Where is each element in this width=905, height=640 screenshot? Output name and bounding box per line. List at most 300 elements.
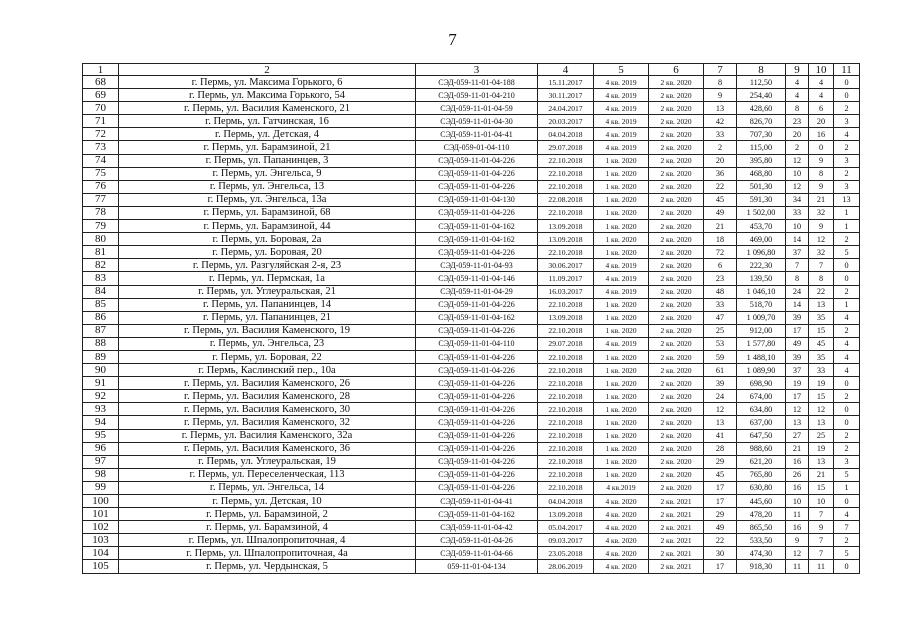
count-cell: 2 bbox=[786, 141, 809, 154]
table-row bbox=[83, 364, 860, 377]
table-row bbox=[83, 102, 860, 115]
count-cell: 9 bbox=[809, 154, 834, 167]
residents-cell: 25 bbox=[704, 324, 737, 337]
count-cell: 1 bbox=[834, 220, 860, 233]
table-row bbox=[83, 390, 860, 403]
count-cell: 34 bbox=[786, 193, 809, 206]
count-cell: 4 bbox=[809, 76, 834, 89]
count-cell: 19 bbox=[809, 377, 834, 390]
end-quarter-cell: 2 кв. 2020 bbox=[649, 468, 704, 481]
table-row bbox=[83, 193, 860, 206]
area-cell: 621,20 bbox=[737, 455, 786, 468]
start-quarter-cell: 4 кв. 2019 bbox=[594, 115, 649, 128]
document-number-cell: СЭД-059-11-01-04-93 bbox=[416, 259, 538, 272]
count-cell: 0 bbox=[834, 259, 860, 272]
residents-cell: 59 bbox=[704, 350, 737, 363]
table-row bbox=[83, 128, 860, 141]
document-date-cell: 13.09.2018 bbox=[538, 311, 594, 324]
start-quarter-cell: 1 кв. 2020 bbox=[594, 298, 649, 311]
area-cell: 1 046,10 bbox=[737, 285, 786, 298]
count-cell: 23 bbox=[786, 115, 809, 128]
column-header: 9 bbox=[786, 64, 809, 76]
residents-cell: 61 bbox=[704, 364, 737, 377]
end-quarter-cell: 2 кв. 2020 bbox=[649, 481, 704, 494]
area-cell: 865,50 bbox=[737, 521, 786, 534]
table-row bbox=[83, 521, 860, 534]
address-cell: г. Пермь, ул. Углеуральская, 19 bbox=[119, 455, 416, 468]
table-row bbox=[83, 442, 860, 455]
count-cell: 19 bbox=[786, 377, 809, 390]
row-number-cell: 77 bbox=[83, 193, 119, 206]
count-cell: 0 bbox=[834, 495, 860, 508]
row-number-cell: 97 bbox=[83, 455, 119, 468]
start-quarter-cell: 1 кв. 2020 bbox=[594, 442, 649, 455]
row-number-cell: 96 bbox=[83, 442, 119, 455]
address-cell: г. Пермь, ул. Боровая, 2а bbox=[119, 233, 416, 246]
address-cell: г. Пермь, ул. Василия Каменского, 26 bbox=[119, 377, 416, 390]
document-date-cell: 22.10.2018 bbox=[538, 167, 594, 180]
area-cell: 428,60 bbox=[737, 102, 786, 115]
row-number-cell: 70 bbox=[83, 102, 119, 115]
start-quarter-cell: 4 кв. 2019 bbox=[594, 272, 649, 285]
count-cell: 2 bbox=[834, 102, 860, 115]
count-cell: 0 bbox=[834, 272, 860, 285]
count-cell: 10 bbox=[786, 220, 809, 233]
table-row bbox=[83, 115, 860, 128]
end-quarter-cell: 2 кв. 2021 bbox=[649, 560, 704, 573]
address-cell: г. Пермь, Каслинский пер., 10а bbox=[119, 364, 416, 377]
end-quarter-cell: 2 кв. 2020 bbox=[649, 89, 704, 102]
row-number-cell: 68 bbox=[83, 76, 119, 89]
table-row bbox=[83, 324, 860, 337]
residents-cell: 28 bbox=[704, 442, 737, 455]
address-cell: г. Пермь, ул. Детская, 4 bbox=[119, 128, 416, 141]
table-row bbox=[83, 285, 860, 298]
address-cell: г. Пермь, ул. Барамзиной, 21 bbox=[119, 141, 416, 154]
start-quarter-cell: 4 кв. 2019 bbox=[594, 285, 649, 298]
end-quarter-cell: 2 кв. 2020 bbox=[649, 442, 704, 455]
count-cell: 13 bbox=[809, 416, 834, 429]
area-cell: 112,50 bbox=[737, 76, 786, 89]
count-cell: 1 bbox=[834, 298, 860, 311]
end-quarter-cell: 2 кв. 2020 bbox=[649, 416, 704, 429]
end-quarter-cell: 2 кв. 2020 bbox=[649, 76, 704, 89]
end-quarter-cell: 2 кв. 2020 bbox=[649, 180, 704, 193]
start-quarter-cell: 4 кв. 2020 bbox=[594, 534, 649, 547]
residents-cell: 29 bbox=[704, 508, 737, 521]
residents-cell: 36 bbox=[704, 167, 737, 180]
end-quarter-cell: 2 кв. 2020 bbox=[649, 337, 704, 350]
count-cell: 4 bbox=[834, 508, 860, 521]
address-cell: г. Пермь, ул. Разгуляйская 2-я, 23 bbox=[119, 259, 416, 272]
document-date-cell: 22.10.2018 bbox=[538, 429, 594, 442]
count-cell: 4 bbox=[786, 76, 809, 89]
column-header: 6 bbox=[649, 64, 704, 76]
start-quarter-cell: 1 кв. 2020 bbox=[594, 311, 649, 324]
end-quarter-cell: 2 кв. 2020 bbox=[649, 455, 704, 468]
document-number-cell: СЭД-059-11-01-04-226 bbox=[416, 246, 538, 259]
document-date-cell: 20.03.2017 bbox=[538, 115, 594, 128]
residents-cell: 21 bbox=[704, 220, 737, 233]
end-quarter-cell: 2 кв. 2020 bbox=[649, 115, 704, 128]
row-number-cell: 84 bbox=[83, 285, 119, 298]
count-cell: 0 bbox=[834, 377, 860, 390]
document-date-cell: 22.10.2018 bbox=[538, 416, 594, 429]
count-cell: 10 bbox=[809, 495, 834, 508]
residents-cell: 41 bbox=[704, 429, 737, 442]
row-number-cell: 85 bbox=[83, 298, 119, 311]
count-cell: 0 bbox=[834, 89, 860, 102]
count-cell: 8 bbox=[786, 272, 809, 285]
document-date-cell: 15.11.2017 bbox=[538, 76, 594, 89]
count-cell: 4 bbox=[834, 128, 860, 141]
count-cell: 2 bbox=[834, 390, 860, 403]
table-row bbox=[83, 259, 860, 272]
document-date-cell: 30.06.2017 bbox=[538, 259, 594, 272]
row-number-cell: 73 bbox=[83, 141, 119, 154]
row-number-cell: 95 bbox=[83, 429, 119, 442]
end-quarter-cell: 2 кв. 2020 bbox=[649, 350, 704, 363]
document-number-cell: СЭД-059-11-01-04-162 bbox=[416, 233, 538, 246]
residents-cell: 6 bbox=[704, 259, 737, 272]
start-quarter-cell: 1 кв. 2020 bbox=[594, 416, 649, 429]
table-row bbox=[83, 560, 860, 573]
table-body bbox=[83, 76, 860, 574]
area-cell: 478,20 bbox=[737, 508, 786, 521]
count-cell: 0 bbox=[834, 403, 860, 416]
area-cell: 1 577,80 bbox=[737, 337, 786, 350]
row-number-cell: 75 bbox=[83, 167, 119, 180]
address-cell: г. Пермь, ул. Максима Горького, 54 bbox=[119, 89, 416, 102]
residents-cell: 9 bbox=[704, 89, 737, 102]
document-number-cell: СЭД-059-11-01-04-226 bbox=[416, 416, 538, 429]
document-number-cell: СЭД-059-11-01-04-210 bbox=[416, 89, 538, 102]
count-cell: 2 bbox=[834, 534, 860, 547]
document-date-cell: 22.10.2018 bbox=[538, 468, 594, 481]
end-quarter-cell: 2 кв. 2021 bbox=[649, 547, 704, 560]
address-cell: г. Пермь, ул. Чердынская, 5 bbox=[119, 560, 416, 573]
document-date-cell: 24.04.2017 bbox=[538, 102, 594, 115]
table-row bbox=[83, 89, 860, 102]
area-cell: 765,80 bbox=[737, 468, 786, 481]
table-row bbox=[83, 481, 860, 494]
table-row bbox=[83, 337, 860, 350]
start-quarter-cell: 1 кв. 2020 bbox=[594, 193, 649, 206]
count-cell: 13 bbox=[809, 455, 834, 468]
count-cell: 20 bbox=[786, 128, 809, 141]
document-number-cell: СЭД-059-11-01-04-226 bbox=[416, 468, 538, 481]
count-cell: 7 bbox=[809, 547, 834, 560]
document-number-cell: СЭД-059-11-01-04-226 bbox=[416, 206, 538, 219]
end-quarter-cell: 2 кв. 2020 bbox=[649, 167, 704, 180]
residents-cell: 13 bbox=[704, 416, 737, 429]
area-cell: 254,40 bbox=[737, 89, 786, 102]
area-cell: 501,30 bbox=[737, 180, 786, 193]
table-row bbox=[83, 180, 860, 193]
end-quarter-cell: 2 кв. 2020 bbox=[649, 206, 704, 219]
end-quarter-cell: 2 кв. 2020 bbox=[649, 298, 704, 311]
address-cell: г. Пермь, ул. Папанинцев, 21 bbox=[119, 311, 416, 324]
count-cell: 7 bbox=[834, 521, 860, 534]
count-cell: 9 bbox=[809, 180, 834, 193]
row-number-cell: 91 bbox=[83, 377, 119, 390]
row-number-cell: 101 bbox=[83, 508, 119, 521]
address-cell: г. Пермь, ул. Энгельса, 14 bbox=[119, 481, 416, 494]
start-quarter-cell: 1 кв. 2020 bbox=[594, 364, 649, 377]
count-cell: 3 bbox=[834, 115, 860, 128]
start-quarter-cell: 1 кв. 2020 bbox=[594, 154, 649, 167]
count-cell: 11 bbox=[786, 508, 809, 521]
area-cell: 707,30 bbox=[737, 128, 786, 141]
count-cell: 4 bbox=[809, 89, 834, 102]
count-cell: 16 bbox=[786, 481, 809, 494]
count-cell: 45 bbox=[809, 337, 834, 350]
residents-cell: 45 bbox=[704, 468, 737, 481]
area-cell: 1 502,00 bbox=[737, 206, 786, 219]
count-cell: 17 bbox=[786, 390, 809, 403]
document-number-cell: СЭД-059-11-01-04-226 bbox=[416, 429, 538, 442]
row-number-cell: 94 bbox=[83, 416, 119, 429]
address-cell: г. Пермь, ул. Василия Каменского, 32а bbox=[119, 429, 416, 442]
count-cell: 25 bbox=[809, 429, 834, 442]
end-quarter-cell: 2 кв. 2020 bbox=[649, 259, 704, 272]
count-cell: 15 bbox=[809, 324, 834, 337]
row-number-cell: 72 bbox=[83, 128, 119, 141]
end-quarter-cell: 2 кв. 2020 bbox=[649, 403, 704, 416]
count-cell: 27 bbox=[786, 429, 809, 442]
document-date-cell: 29.07.2018 bbox=[538, 337, 594, 350]
row-number-cell: 102 bbox=[83, 521, 119, 534]
document-date-cell: 09.03.2017 bbox=[538, 534, 594, 547]
area-cell: 912,00 bbox=[737, 324, 786, 337]
area-cell: 591,30 bbox=[737, 193, 786, 206]
start-quarter-cell: 4 кв. 2019 bbox=[594, 337, 649, 350]
area-cell: 139,50 bbox=[737, 272, 786, 285]
area-cell: 474,30 bbox=[737, 547, 786, 560]
start-quarter-cell: 1 кв. 2020 bbox=[594, 429, 649, 442]
start-quarter-cell: 4 кв.2019 bbox=[594, 481, 649, 494]
residents-cell: 8 bbox=[704, 76, 737, 89]
count-cell: 9 bbox=[809, 521, 834, 534]
document-number-cell: СЭД-059-11-01-04-110 bbox=[416, 337, 538, 350]
column-header: 4 bbox=[538, 64, 594, 76]
address-cell: г. Пермь, ул. Энгельса, 13 bbox=[119, 180, 416, 193]
area-cell: 533,50 bbox=[737, 534, 786, 547]
end-quarter-cell: 2 кв. 2020 bbox=[649, 233, 704, 246]
count-cell: 35 bbox=[809, 350, 834, 363]
document-number-cell: СЭД-059-11-01-04-130 bbox=[416, 193, 538, 206]
table-row bbox=[83, 455, 860, 468]
document-date-cell: 22.10.2018 bbox=[538, 455, 594, 468]
area-cell: 115,00 bbox=[737, 141, 786, 154]
document-date-cell: 23.05.2018 bbox=[538, 547, 594, 560]
start-quarter-cell: 1 кв. 2020 bbox=[594, 455, 649, 468]
document-number-cell: СЭД-059-11-01-04-226 bbox=[416, 455, 538, 468]
document-date-cell: 22.10.2018 bbox=[538, 206, 594, 219]
count-cell: 16 bbox=[786, 521, 809, 534]
count-cell: 5 bbox=[834, 468, 860, 481]
count-cell: 8 bbox=[809, 272, 834, 285]
area-cell: 988,60 bbox=[737, 442, 786, 455]
residents-cell: 33 bbox=[704, 298, 737, 311]
count-cell: 37 bbox=[786, 246, 809, 259]
count-cell: 13 bbox=[786, 416, 809, 429]
row-number-cell: 92 bbox=[83, 390, 119, 403]
count-cell: 11 bbox=[809, 560, 834, 573]
count-cell: 4 bbox=[834, 350, 860, 363]
start-quarter-cell: 4 кв. 2019 bbox=[594, 128, 649, 141]
address-cell: г. Пермь, ул. Папанинцев, 3 bbox=[119, 154, 416, 167]
document-number-cell: СЭД-059-11-01-04-226 bbox=[416, 377, 538, 390]
end-quarter-cell: 2 кв. 2021 bbox=[649, 521, 704, 534]
row-number-cell: 90 bbox=[83, 364, 119, 377]
row-number-cell: 103 bbox=[83, 534, 119, 547]
table-row bbox=[83, 76, 860, 89]
address-cell: г. Пермь, ул. Барамзиной, 2 bbox=[119, 508, 416, 521]
area-cell: 469,00 bbox=[737, 233, 786, 246]
residents-cell: 39 bbox=[704, 377, 737, 390]
area-cell: 468,80 bbox=[737, 167, 786, 180]
count-cell: 1 bbox=[834, 481, 860, 494]
count-cell: 16 bbox=[786, 455, 809, 468]
count-cell: 2 bbox=[834, 233, 860, 246]
count-cell: 26 bbox=[786, 468, 809, 481]
address-cell: г. Пермь, ул. Барамзиной, 4 bbox=[119, 521, 416, 534]
area-cell: 395,80 bbox=[737, 154, 786, 167]
count-cell: 10 bbox=[786, 167, 809, 180]
end-quarter-cell: 2 кв. 2021 bbox=[649, 534, 704, 547]
count-cell: 7 bbox=[786, 259, 809, 272]
count-cell: 4 bbox=[834, 311, 860, 324]
count-cell: 0 bbox=[809, 141, 834, 154]
start-quarter-cell: 4 кв. 2020 bbox=[594, 547, 649, 560]
count-cell: 17 bbox=[786, 324, 809, 337]
end-quarter-cell: 2 кв. 2020 bbox=[649, 377, 704, 390]
end-quarter-cell: 2 кв. 2020 bbox=[649, 246, 704, 259]
count-cell: 5 bbox=[834, 547, 860, 560]
address-cell: г. Пермь, ул. Барамзиной, 44 bbox=[119, 220, 416, 233]
address-cell: г. Пермь, ул. Боровая, 20 bbox=[119, 246, 416, 259]
count-cell: 14 bbox=[786, 233, 809, 246]
document-number-cell: СЭД-059-11-01-04-226 bbox=[416, 180, 538, 193]
document-number-cell: СЭД-059-11-01-04-146 bbox=[416, 272, 538, 285]
document-number-cell: СЭД-059-11-01-04-226 bbox=[416, 167, 538, 180]
count-cell: 33 bbox=[809, 364, 834, 377]
document-date-cell: 22.10.2018 bbox=[538, 390, 594, 403]
count-cell: 12 bbox=[786, 403, 809, 416]
table-row bbox=[83, 547, 860, 560]
document-date-cell: 13.09.2018 bbox=[538, 233, 594, 246]
document-number-cell: СЭД-059-11-01-04-188 bbox=[416, 76, 538, 89]
end-quarter-cell: 2 кв. 2020 bbox=[649, 128, 704, 141]
table-row bbox=[83, 167, 860, 180]
document-number-cell: СЭД-059-11-01-04-162 bbox=[416, 508, 538, 521]
count-cell: 2 bbox=[834, 429, 860, 442]
row-number-cell: 105 bbox=[83, 560, 119, 573]
document-date-cell: 13.09.2018 bbox=[538, 220, 594, 233]
table-row bbox=[83, 377, 860, 390]
table-row bbox=[83, 468, 860, 481]
row-number-cell: 80 bbox=[83, 233, 119, 246]
document-number-cell: СЭД-059-11-01-04-30 bbox=[416, 115, 538, 128]
row-number-cell: 98 bbox=[83, 468, 119, 481]
row-number-cell: 76 bbox=[83, 180, 119, 193]
area-cell: 647,50 bbox=[737, 429, 786, 442]
end-quarter-cell: 2 кв. 2020 bbox=[649, 285, 704, 298]
end-quarter-cell: 2 кв. 2020 bbox=[649, 102, 704, 115]
count-cell: 32 bbox=[809, 206, 834, 219]
end-quarter-cell: 2 кв. 2020 bbox=[649, 220, 704, 233]
address-cell: г. Пермь, ул. Энгельса, 23 bbox=[119, 337, 416, 350]
start-quarter-cell: 4 кв. 2019 bbox=[594, 141, 649, 154]
document-date-cell: 22.10.2018 bbox=[538, 246, 594, 259]
count-cell: 4 bbox=[834, 337, 860, 350]
row-number-cell: 81 bbox=[83, 246, 119, 259]
start-quarter-cell: 1 кв. 2020 bbox=[594, 180, 649, 193]
address-cell: г. Пермь, ул. Углеуральская, 21 bbox=[119, 285, 416, 298]
end-quarter-cell: 2 кв. 2020 bbox=[649, 141, 704, 154]
table-row bbox=[83, 272, 860, 285]
count-cell: 0 bbox=[834, 560, 860, 573]
document-number-cell: 059-11-01-04-134 bbox=[416, 560, 538, 573]
document-date-cell: 22.08.2018 bbox=[538, 193, 594, 206]
residents-cell: 13 bbox=[704, 102, 737, 115]
address-cell: г. Пермь, ул. Василия Каменского, 28 bbox=[119, 390, 416, 403]
residents-cell: 49 bbox=[704, 521, 737, 534]
address-cell: г. Пермь, ул. Боровая, 22 bbox=[119, 350, 416, 363]
document-date-cell: 22.10.2018 bbox=[538, 180, 594, 193]
document-date-cell: 05.04.2017 bbox=[538, 521, 594, 534]
document-number-cell: СЭД-059-11-01-04-41 bbox=[416, 128, 538, 141]
end-quarter-cell: 2 кв. 2020 bbox=[649, 429, 704, 442]
count-cell: 22 bbox=[809, 285, 834, 298]
count-cell: 35 bbox=[809, 311, 834, 324]
document-number-cell: СЭД-059-11-01-04-226 bbox=[416, 403, 538, 416]
count-cell: 2 bbox=[834, 167, 860, 180]
area-cell: 634,80 bbox=[737, 403, 786, 416]
table-row bbox=[83, 311, 860, 324]
residents-cell: 17 bbox=[704, 560, 737, 573]
row-number-cell: 93 bbox=[83, 403, 119, 416]
row-number-cell: 99 bbox=[83, 481, 119, 494]
column-header: 2 bbox=[119, 64, 416, 76]
start-quarter-cell: 1 кв. 2020 bbox=[594, 377, 649, 390]
column-header: 5 bbox=[594, 64, 649, 76]
count-cell: 9 bbox=[809, 220, 834, 233]
start-quarter-cell: 1 кв. 2020 bbox=[594, 403, 649, 416]
table-row bbox=[83, 298, 860, 311]
document-number-cell: СЭД-059-11-01-04-26 bbox=[416, 534, 538, 547]
table-row bbox=[83, 416, 860, 429]
count-cell: 21 bbox=[786, 442, 809, 455]
count-cell: 20 bbox=[809, 115, 834, 128]
residents-cell: 49 bbox=[704, 206, 737, 219]
document-number-cell: СЭД-059-11-01-04-226 bbox=[416, 390, 538, 403]
column-header: 8 bbox=[737, 64, 786, 76]
end-quarter-cell: 2 кв. 2021 bbox=[649, 495, 704, 508]
document-number-cell: СЭД-059-11-01-04-226 bbox=[416, 364, 538, 377]
row-number-cell: 71 bbox=[83, 115, 119, 128]
table-row bbox=[83, 534, 860, 547]
start-quarter-cell: 1 кв. 2020 bbox=[594, 324, 649, 337]
column-header: 11 bbox=[834, 64, 860, 76]
count-cell: 2 bbox=[834, 141, 860, 154]
count-cell: 4 bbox=[786, 89, 809, 102]
count-cell: 4 bbox=[834, 364, 860, 377]
end-quarter-cell: 2 кв. 2020 bbox=[649, 272, 704, 285]
table-row bbox=[83, 508, 860, 521]
start-quarter-cell: 4 кв. 2019 bbox=[594, 259, 649, 272]
